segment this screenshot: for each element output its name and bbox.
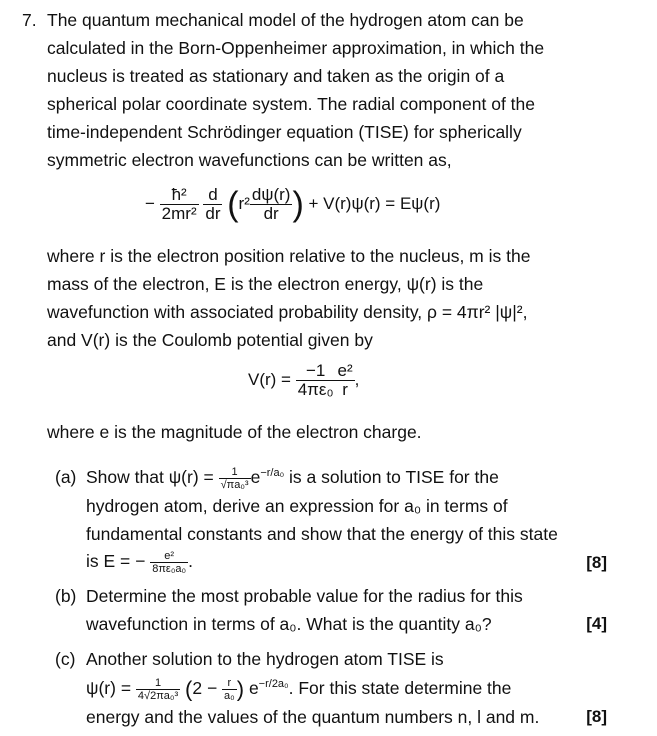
part-c-line-3: energy and the values of the quantum numbers n, l and m.	[86, 707, 540, 727]
part-b-marks: [4]	[586, 614, 607, 633]
coulomb-lhs: V(r) =	[248, 369, 291, 389]
where-line-4: and V(r) is the Coulomb potential given by	[47, 330, 373, 350]
coulomb-fraction-2: $\frac{\text{e²}}{r}$	[337, 361, 353, 399]
part-a-line-3: fundamental constants and show that the energy of this state	[86, 524, 558, 544]
coulomb-equation	[248, 362, 359, 399]
intro-line-3: nucleus is treated as stationary and taken as the origin of a	[47, 66, 505, 86]
tise-left-paren: (	[227, 185, 239, 224]
intro-line-1: The quantum mechanical model of the hydrogen atom can be	[47, 10, 524, 30]
tise-equation	[145, 186, 440, 223]
part-a-line-1: Show that ψ(r) = $\frac{1}{\text{√πa₀³}}$ $e^{-r/a_0}$ is a solution to TISE for the	[86, 466, 499, 491]
where-line-1: where r is the electron position relative to the nucleus, m is the	[47, 246, 531, 266]
part-c-r-over-a0: $\frac{r}{\text{a₀}}$	[224, 677, 235, 702]
tise-dpsi-dr-fraction: $\frac{d\psi(r)}{dr}$	[251, 185, 291, 223]
coulomb-comma: ,	[354, 369, 360, 389]
part-a-line-4: is E = − $\frac{\text{e²}}{\text{8πε₀a₀}}$ .	[86, 550, 193, 575]
part-c-line-2: ψ(r) = $\frac{1}{\text{4√2πa₀³}}$ (2 − $\frac{r}{\text{a₀}}$ ) $e^{-r/2a_0}$. For this state determine the	[86, 676, 512, 702]
part-a-psi-fraction: $\frac{1}{\text{√πa₀³}}$	[220, 466, 249, 491]
part-a-line-2: hydrogen atom, derive an expression for a₀ in terms of	[86, 496, 508, 516]
part-c-label: (c)	[55, 649, 76, 669]
where-line-3: wavefunction with associated probability density, ρ = 4πr² |ψ|²,	[47, 302, 528, 322]
question-number: 7.	[22, 10, 37, 30]
part-b-label: (b)	[55, 586, 77, 606]
intro-line-2: calculated in the Born-Oppenheimer approximation, in which the	[47, 38, 545, 58]
part-a-label: (a)	[55, 467, 77, 487]
tise-r-squared: r²	[238, 193, 250, 213]
tise-d-dr-fraction: $\frac{d}{dr}$	[205, 185, 221, 223]
intro-line-6: symmetric electron wavefunctions can be written as,	[47, 150, 452, 170]
intro-line-4: spherical polar coordinate system. The radial component of the	[47, 94, 536, 114]
part-c-norm-fraction: $\frac{1}{\text{4√2πa₀³}}$	[137, 677, 179, 702]
coulomb-fraction-1: $\frac{-1}{\text{4πε₀}}$	[297, 361, 334, 399]
tise-hbar-fraction: $\frac{\text{ħ²}}{\text{2mr²}}$	[161, 185, 197, 223]
where-line-2: mass of the electron, E is the electron energy, ψ(r) is the	[47, 274, 484, 294]
part-c-marks: [8]	[586, 707, 607, 726]
tise-rest: + V(r)ψ(r) = Eψ(r)	[308, 193, 441, 213]
tise-right-paren: )	[292, 185, 304, 224]
tise-minus: −	[145, 193, 155, 213]
part-a-energy-fraction: $\frac{\text{e²}}{\text{8πε₀a₀}}$	[152, 550, 187, 575]
part-b-line-2: wavefunction in terms of a₀. What is the quantity a₀?	[86, 614, 492, 634]
part-c-line-1: Another solution to the hydrogen atom TISE is	[86, 649, 444, 669]
part-b-line-1: Determine the most probable value for the radius for this	[86, 586, 523, 606]
part-a-marks: [8]	[586, 553, 607, 572]
intro-line-5: time-independent Schrödinger equation (TISE) for spherically	[47, 122, 522, 142]
charge-line: where e is the magnitude of the electron charge.	[47, 422, 422, 442]
